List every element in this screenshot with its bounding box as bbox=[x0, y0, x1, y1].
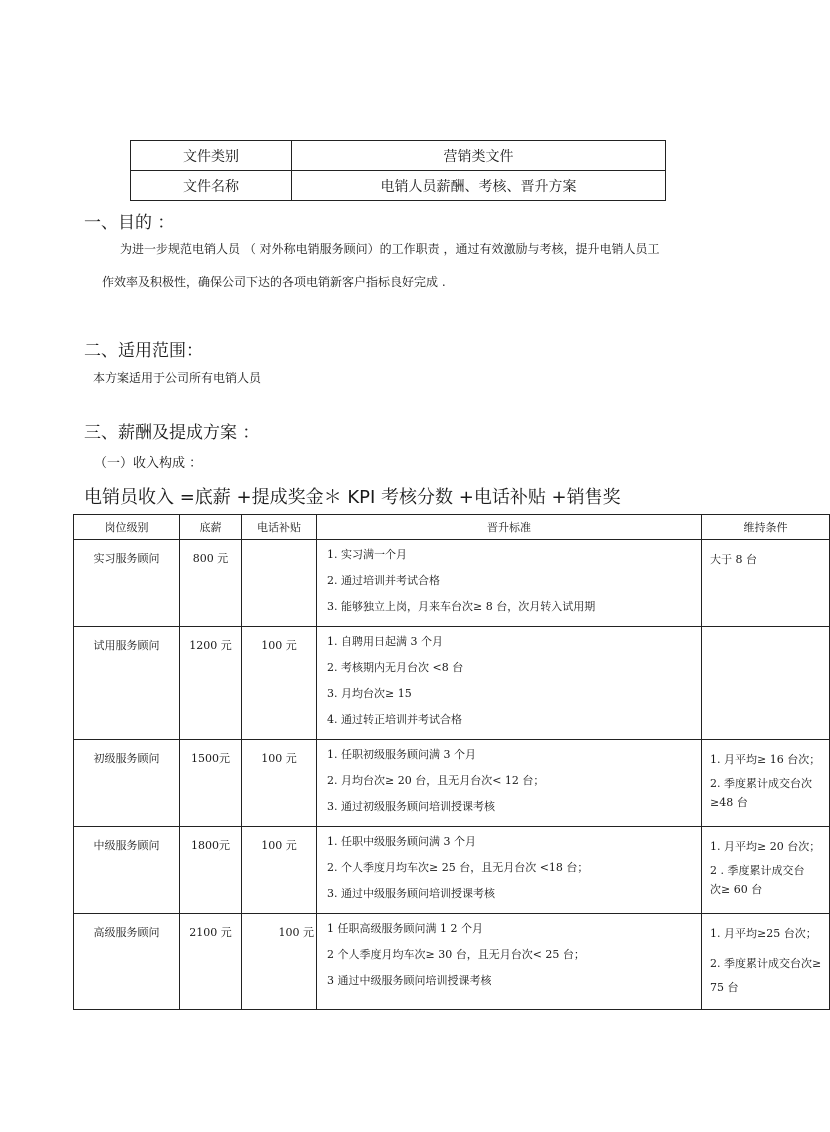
maintain-cell bbox=[702, 914, 830, 1010]
criteria-item: 2. 个人季度月均车次≥ 25 台，且无月台次 <18 台； bbox=[327, 861, 589, 874]
maintain-item: ≥48 台 bbox=[710, 796, 748, 809]
criteria-item: 1. 任职初级服务顾问满 3 个月 bbox=[327, 748, 476, 761]
info-row bbox=[131, 171, 666, 201]
purpose-text-line2: 作效率及积极性，确保公司下达的各项电销新客户指标良好完成 . bbox=[102, 275, 446, 289]
income-subtitle: （一）收入构成 ： bbox=[94, 456, 203, 471]
criteria-item: 1 任职高级服务顾问满 1 2 个月 bbox=[327, 922, 483, 935]
info-row bbox=[131, 141, 666, 171]
phone-cell: 100 元 bbox=[242, 914, 317, 1010]
purpose-text-line1: 为进一步规范电销人员 （ 对外称电销服务顾问）的工作职责 ，通过有效激励与考核，提升电销人员工 bbox=[120, 242, 660, 256]
maintain-item: 2. 季度累计成交台次≥ 75 台 bbox=[710, 957, 822, 994]
criteria-item: 2. 通过培训并考试合格 bbox=[327, 574, 440, 587]
column-header: 底薪 bbox=[180, 515, 242, 540]
section-title-scope: 二、适用范围： bbox=[84, 341, 203, 361]
criteria-item: 1. 自聘用日起满 3 个月 bbox=[327, 635, 443, 648]
level-cell: 试用服务顾问 bbox=[74, 627, 180, 740]
column-header: 电话补贴 bbox=[242, 515, 317, 540]
salary-cell: 800 元 bbox=[180, 540, 242, 627]
level-cell: 中级服务顾问 bbox=[74, 827, 180, 914]
maintain-cell bbox=[702, 540, 830, 627]
table-row bbox=[74, 740, 830, 827]
column-header: 维持条件 bbox=[702, 515, 830, 540]
criteria-item: 1. 实习满一个月 bbox=[327, 548, 407, 561]
phone-cell: 100 元 bbox=[242, 627, 317, 740]
criteria-item: 4. 通过转正培训并考试合格 bbox=[327, 713, 462, 726]
maintain-item: 2 . 季度累计成交台 bbox=[710, 864, 805, 877]
maintain-cell bbox=[702, 827, 830, 914]
info-value: 电销人员薪酬、考核、晋升方案 bbox=[292, 171, 666, 201]
criteria-item: 3. 月均台次≥ 15 bbox=[327, 687, 412, 700]
maintain-cell bbox=[702, 627, 830, 740]
phone-cell: 100 元 bbox=[242, 827, 317, 914]
maintain-item: 大于 8 台 bbox=[710, 553, 757, 566]
criteria-item: 1. 任职中级服务顾问满 3 个月 bbox=[327, 835, 476, 848]
criteria-cell bbox=[317, 740, 702, 827]
salary-cell: 2100 元 bbox=[180, 914, 242, 1010]
criteria-cell bbox=[317, 827, 702, 914]
info-key: 文件类别 bbox=[131, 141, 292, 171]
table-row bbox=[74, 827, 830, 914]
salary-cell: 1200 元 bbox=[180, 627, 242, 740]
criteria-item: 3 通过中级服务顾问培训授课考核 bbox=[327, 974, 492, 987]
phone-cell bbox=[242, 540, 317, 627]
maintain-item: 1. 月平均≥ 16 台次； bbox=[710, 753, 821, 766]
income-formula: 电销员收入 =底薪 +提成奖金＊ KPI 考核分数 +电话补贴 +销售奖 bbox=[84, 487, 621, 508]
criteria-item: 2. 考核期内无月台次 <8 台 bbox=[327, 661, 464, 674]
table-row bbox=[74, 914, 830, 1010]
section-title-purpose: 一、目的 ： bbox=[84, 213, 175, 233]
criteria-item: 3. 通过初级服务顾问培训授课考核 bbox=[327, 800, 495, 813]
salary-cell: 1800元 bbox=[180, 827, 242, 914]
info-value: 营销类文件 bbox=[292, 141, 666, 171]
scope-text: 本方案适用于公司所有电销人员 bbox=[93, 371, 262, 385]
criteria-cell bbox=[317, 540, 702, 627]
maintain-item: 1. 月平均≥25 台次； bbox=[710, 927, 817, 940]
criteria-cell bbox=[317, 914, 702, 1010]
document-info-table bbox=[130, 140, 666, 201]
maintain-cell bbox=[702, 740, 830, 827]
maintain-item: 1. 月平均≥ 20 台次； bbox=[710, 840, 821, 853]
table-header-row bbox=[74, 515, 830, 540]
criteria-item: 2. 月均台次≥ 20 台，且无月台次< 12 台； bbox=[327, 774, 545, 787]
phone-cell: 100 元 bbox=[242, 740, 317, 827]
level-cell: 初级服务顾问 bbox=[74, 740, 180, 827]
maintain-item: 2. 季度累计成交台次 bbox=[710, 777, 812, 790]
column-header: 晋升标准 bbox=[317, 515, 702, 540]
info-key: 文件名称 bbox=[131, 171, 292, 201]
salary-level-table bbox=[73, 514, 830, 1010]
criteria-item: 3. 通过中级服务顾问培训授课考核 bbox=[327, 887, 495, 900]
level-cell: 高级服务顾问 bbox=[74, 914, 180, 1010]
salary-cell: 1500元 bbox=[180, 740, 242, 827]
criteria-item: 2 个人季度月均车次≥ 30 台，且无月台次< 25 台； bbox=[327, 948, 585, 961]
table-row bbox=[74, 540, 830, 627]
section-title-compensation: 三、薪酬及提成方案 ： bbox=[84, 423, 260, 443]
criteria-item: 3. 能够独立上岗，月来车台次≥ 8 台，次月转入试用期 bbox=[327, 600, 596, 613]
column-header: 岗位级别 bbox=[74, 515, 180, 540]
criteria-cell bbox=[317, 627, 702, 740]
maintain-item: 次≥ 60 台 bbox=[710, 883, 763, 896]
table-row bbox=[74, 627, 830, 740]
level-cell: 实习服务顾问 bbox=[74, 540, 180, 627]
